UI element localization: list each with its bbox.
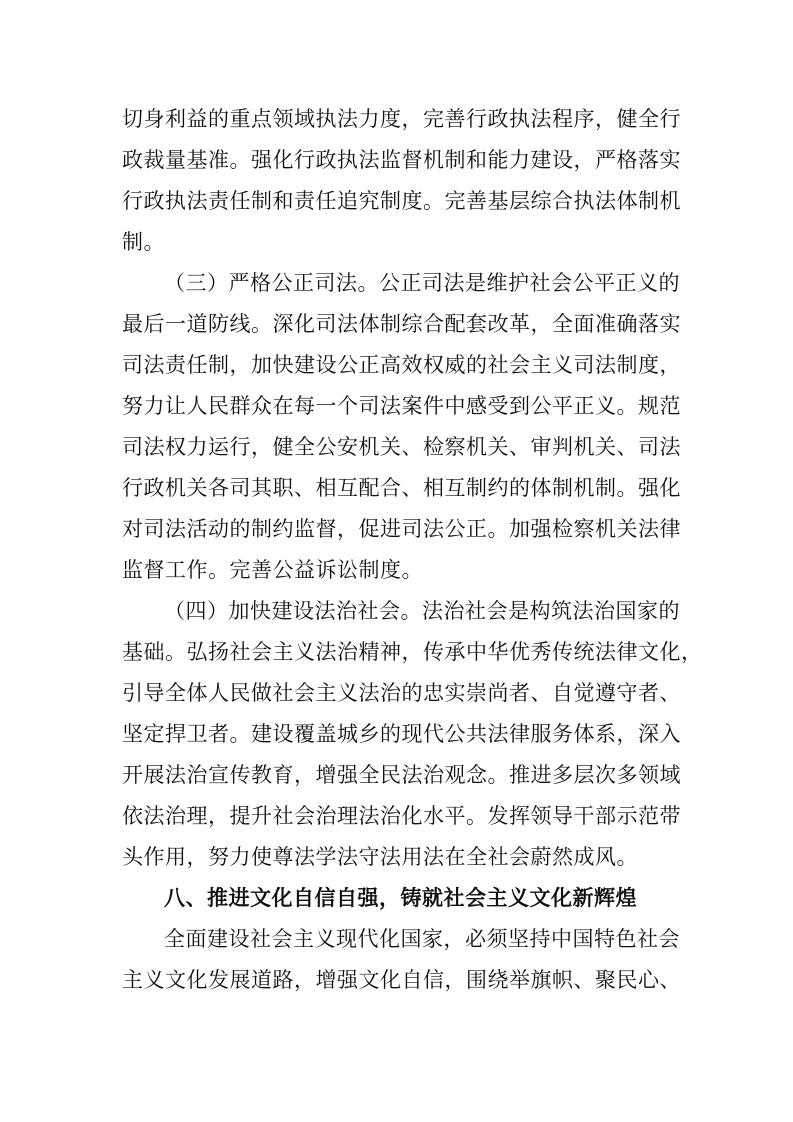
text-line: 最后一道防线。深化司法体制综合配套改革，全面准确落实 — [122, 312, 681, 336]
text-line: 头作用，努力使尊法学法守法用法在全社会蔚然成风。 — [122, 845, 638, 869]
text-line: 政裁量基准。强化行政执法监督机制和能力建设，严格落实 — [122, 148, 681, 172]
text-line: 基础。弘扬社会主义法治精神，传承中华优秀传统法律文化， — [122, 640, 703, 664]
text-line: 开展法治宣传教育，增强全民法治观念。推进多层次多领域 — [122, 763, 681, 787]
paragraph-start-line: （四）加快建设法治社会。法治社会是构筑法治国家的 — [164, 599, 680, 623]
text-line: 行政机关各司其职、相互配合、相互制约的体制机制。强化 — [122, 476, 681, 500]
paragraph-start-line: （三）严格公正司法。公正司法是维护社会公平正义的 — [164, 271, 680, 295]
text-line: 行政执法责任制和责任追究制度。完善基层综合执法体制机 — [122, 189, 681, 213]
text-line: 司法责任制，加快建设公正高效权威的社会主义司法制度， — [122, 353, 681, 377]
text-line: 对司法活动的制约监督，促进司法公正。加强检察机关法律 — [122, 517, 681, 541]
text-line: 司法权力运行，健全公安机关、检察机关、审判机关、司法 — [122, 435, 681, 459]
paragraph-start-line: 全面建设社会主义现代化国家，必须坚持中国特色社会 — [164, 927, 680, 951]
text-line: 监督工作。完善公益诉讼制度。 — [122, 558, 423, 582]
text-line: 切身利益的重点领域执法力度，完善行政执法程序，健全行 — [122, 107, 681, 131]
text-line: 依法治理，提升社会治理法治化水平。发挥领导干部示范带 — [122, 804, 681, 828]
text-line: 努力让人民群众在每一个司法案件中感受到公平正义。规范 — [122, 394, 681, 418]
text-line: 坚定捍卫者。建设覆盖城乡的现代公共法律服务体系，深入 — [122, 722, 681, 746]
section-heading: 八、推进文化自信自强，铸就社会主义文化新辉煌 — [164, 886, 637, 910]
text-line: 引导全体人民做社会主义法治的忠实崇尚者、自觉遵守者、 — [122, 681, 681, 705]
text-line: 主义文化发展道路，增强文化自信，围绕举旗帜、聚民心、 — [122, 968, 681, 992]
text-line: 制。 — [122, 230, 165, 254]
